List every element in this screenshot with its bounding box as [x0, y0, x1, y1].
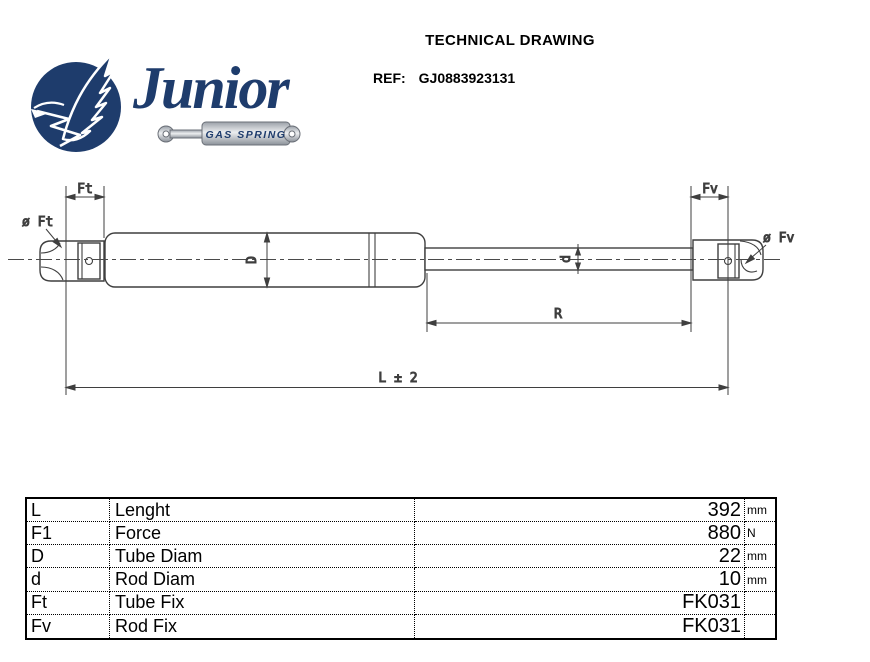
- table-cell-value: FK031: [415, 592, 745, 615]
- dim-rod-d-label: d: [559, 255, 574, 263]
- table-cell-symbol: D: [27, 545, 110, 568]
- table-cell-unit: mm: [745, 568, 775, 591]
- table-cell-unit: [745, 615, 775, 638]
- table-cell-unit: [745, 592, 775, 615]
- table-cell-symbol: d: [27, 568, 110, 591]
- brand-tagline: GAS SPRING: [205, 129, 287, 141]
- dim-ft: [66, 182, 104, 200]
- table-cell-value: 22: [415, 545, 745, 568]
- table-cell-name: Lenght: [110, 499, 415, 522]
- table-cell-unit: N: [745, 522, 775, 545]
- table-cell-symbol: Fv: [27, 615, 110, 638]
- table-cell-unit: mm: [745, 545, 775, 568]
- table-cell-name: Rod Diam: [110, 568, 415, 591]
- leader-tube-fix-dia: [22, 215, 61, 247]
- table-cell-name: Tube Diam: [110, 545, 415, 568]
- table-cell-name: Tube Fix: [110, 592, 415, 615]
- dimension-lines: [22, 182, 794, 395]
- table-cell-symbol: Ft: [27, 592, 110, 615]
- table-cell-value: 10: [415, 568, 745, 591]
- table-cell-name: Rod Fix: [110, 615, 415, 638]
- dim-l-label: L ± 2: [378, 371, 418, 386]
- table-cell-symbol: F1: [27, 522, 110, 545]
- dim-r-label: R: [554, 307, 562, 322]
- table-cell-value: 880: [415, 522, 745, 545]
- page-title: TECHNICAL DRAWING: [425, 32, 595, 49]
- ref-label: REF:: [373, 70, 406, 86]
- dim-d-label: D: [245, 256, 260, 264]
- table-cell-value: FK031: [415, 615, 745, 638]
- table-cell-symbol: L: [27, 499, 110, 522]
- table-cell-name: Force: [110, 522, 415, 545]
- brand-name: Junior: [133, 55, 288, 121]
- dim-ft-label: Ft: [77, 182, 93, 197]
- tube-fitting-left: [40, 241, 104, 281]
- table-cell-value: 392: [415, 499, 745, 522]
- dim-fv-label: Fv: [702, 182, 718, 197]
- dia-fv-label: ø Fv: [763, 231, 795, 246]
- dim-fv: [691, 182, 728, 200]
- dim-length: [66, 371, 728, 390]
- dia-ft-label: ø Ft: [22, 215, 54, 230]
- spec-table: [25, 497, 777, 640]
- dim-stroke: [427, 307, 691, 326]
- table-cell-unit: mm: [745, 499, 775, 522]
- ref-value: GJ0883923131: [418, 70, 516, 86]
